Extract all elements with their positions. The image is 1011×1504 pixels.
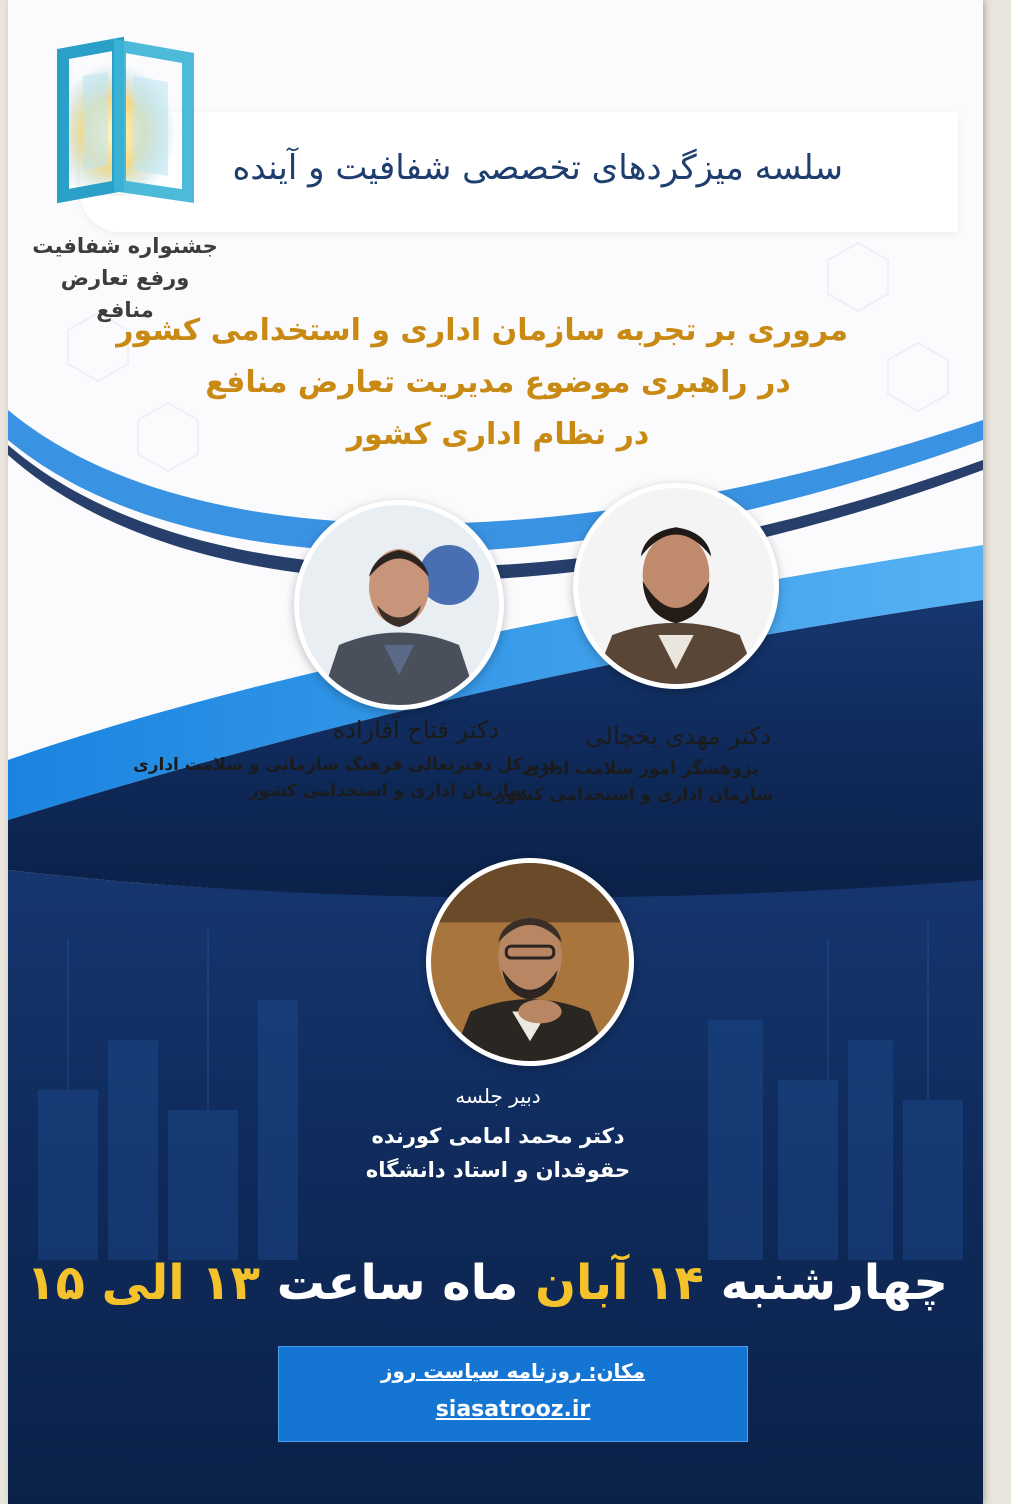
moderator-label: دبیر جلسه — [455, 1084, 541, 1108]
festival-logo — [48, 36, 198, 216]
speaker-name-yakhchali: دکتر مهدی یخچالی — [585, 722, 771, 750]
main-title — [116, 305, 848, 461]
speaker-photo-aghazadeh — [294, 500, 504, 710]
moderator-portrait-image — [431, 863, 629, 1061]
poster — [8, 0, 983, 1504]
event-month-hour: ماه ساعت — [276, 1255, 519, 1311]
main-title-line1: مروری بر تجربه سازمان اداری و استخدامی کشور — [116, 313, 848, 348]
moderator-photo — [426, 858, 634, 1066]
event-date: ۱۴ آبان — [535, 1255, 704, 1311]
moderator-name: دکتر محمد امامی کورنده — [371, 1124, 625, 1148]
venue-label: مکان: روزنامه سیاست روز — [380, 1359, 646, 1383]
speaker-portrait-image — [299, 505, 499, 705]
event-date-time — [26, 1255, 948, 1311]
speaker-name-aghazadeh: دکتر فتاح آقازاده — [332, 716, 499, 744]
transparency-festival-logo-icon — [48, 36, 198, 216]
speaker-role-line1: مدیرکل دفترتعالی فرهنگ سازمانی و سلامت اداری — [133, 755, 560, 775]
venue-website-link[interactable]: siasatrooz.ir — [435, 1397, 591, 1422]
speaker-role-yakhchali — [496, 756, 773, 808]
logo-caption-line1: جشنواره شفافیت — [32, 234, 218, 258]
main-title-line2: در راهبری موضوع مدیریت تعارض منافع — [205, 365, 791, 400]
venue-box — [278, 1346, 748, 1442]
logo-caption-line2: ورفع تعارض منافع — [60, 266, 190, 322]
speaker-portrait-image — [578, 488, 774, 684]
event-time: ۱۳ الی ۱۵ — [26, 1255, 260, 1311]
main-title-line3: در نظام اداری کشور — [346, 417, 650, 452]
speaker-role-line2: سازمان اداری و استخدامی کشور — [495, 785, 773, 805]
series-title: سلسه میزگردهای تخصصی شفافیت و آینده — [232, 148, 843, 188]
moderator-role: حقوقدان و استاد دانشگاه — [365, 1158, 631, 1182]
speaker-photo-yakhchali — [573, 483, 779, 689]
event-day: چهارشنبه — [720, 1255, 948, 1311]
speaker-role-line1: پژوهشگر امور سلامت اداری — [523, 759, 759, 779]
speaker-role-line2: سازمان اداری و استخدامی کشور — [248, 781, 526, 801]
